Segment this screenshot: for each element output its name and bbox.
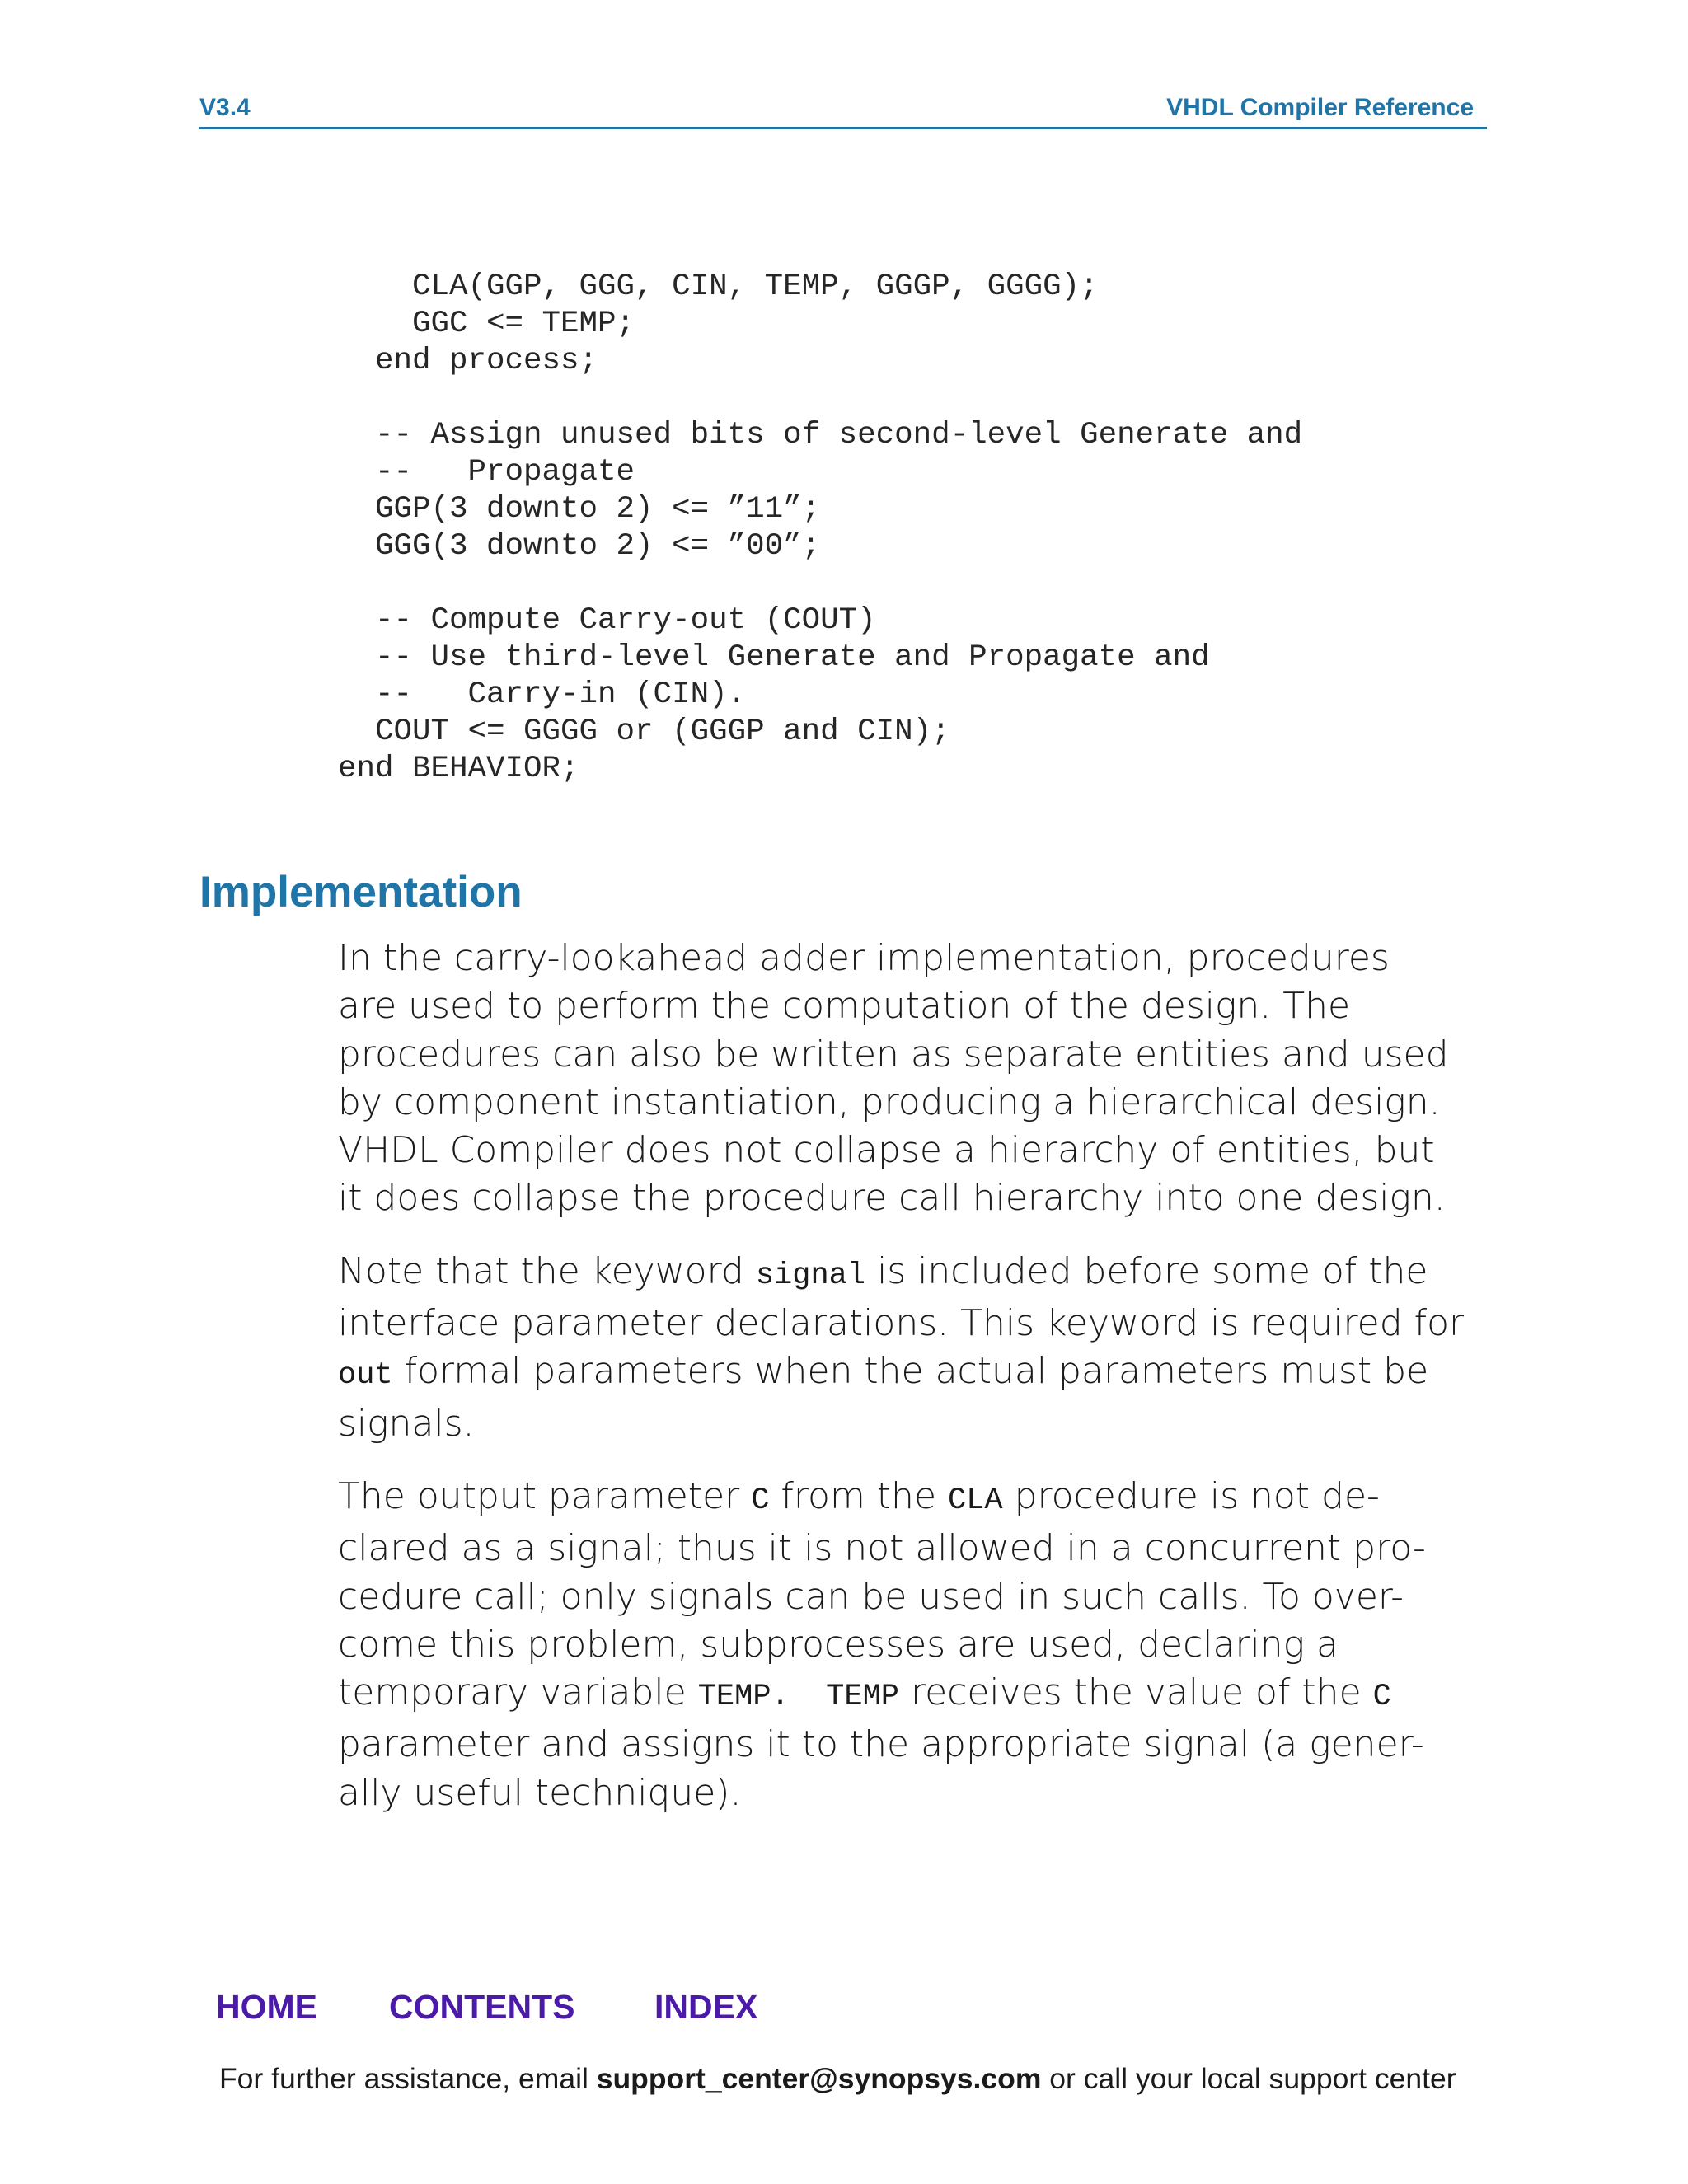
text-line: procedures can also be written as separate entities and used [338,1033,1449,1076]
code-line: -- Compute Carry-out (COUT) [338,603,876,638]
page-header [199,92,1487,129]
text-run: from the [769,1474,948,1517]
code-line: COUT <= GGGG or (GGGP and CIN); [338,715,950,749]
keyword-out: out [338,1358,393,1394]
text-run: formal parameters when the actual parameters must be [392,1350,1429,1393]
text-line: by component instantiation, producing a hierarchical design. [338,1080,1441,1123]
text-run: procedure is not de- [1002,1474,1380,1517]
text-line: VHDL Compiler does not collapse a hierarchy of entities, but [338,1129,1435,1172]
keyword-cla: CLA [948,1483,1003,1518]
code-line: -- Assign unused bits of second-level Generate and [338,418,1303,452]
text-line: parameter and assigns it to the appropriate signal (a gener- [338,1723,1424,1766]
section-heading: Implementation [199,868,523,916]
text-run: temporary variable [338,1671,698,1714]
text-line [338,1473,1492,1525]
body-text [338,935,1492,1842]
code-line: CLA(GGP, GGG, CIN, TEMP, GGGP, GGGG); [338,269,1099,304]
paragraph-output-parameter [338,1473,1492,1817]
text-run: receives the value of the [898,1671,1373,1714]
footer-suffix: or call your local support center [1041,2062,1456,2095]
text-line: it does collapse the procedure call hierarchy into one design. [338,1177,1446,1220]
code-block [338,269,1302,788]
text-line [338,1669,1492,1721]
text-gap [790,1680,826,1714]
version-label: V3.4 [199,94,251,121]
code-line: -- Propagate [338,455,635,490]
support-footer [219,2062,1456,2096]
keyword-c: C [1372,1680,1391,1715]
keyword-signal: signal [755,1258,866,1293]
text-line: clared as a signal; thus it is not allowed in a concurrent pro- [338,1527,1426,1570]
text-line: ally useful technique). [338,1771,742,1814]
text-line: come this problem, subprocesses are used, declaring a [338,1623,1339,1666]
keyword-temp: TEMP [826,1680,899,1715]
footer-prefix: For further assistance, email [219,2062,597,2095]
keyword-c: C [751,1483,770,1518]
text-line [338,1347,1492,1399]
text-run: Note that the keyword [338,1249,756,1292]
code-line: GGG(3 downto 2) <= ”00”; [338,529,821,564]
paragraph-signal-keyword [338,1248,1492,1448]
code-line: end process; [338,344,598,378]
code-line: GGP(3 downto 2) <= ”11”; [338,492,821,527]
index-link[interactable]: INDEX [654,1988,758,2026]
text-line: cedure call; only signals can be used in such calls. To over- [338,1575,1404,1618]
text-line [338,1248,1492,1300]
text-line: In the carry-lookahead adder implementation, procedures [338,937,1390,979]
paragraph-implementation [338,935,1492,1223]
text-run: is included before some of the [865,1249,1428,1292]
home-link[interactable]: HOME [216,1988,317,2026]
text-line: interface parameter declarations. This keyword is required for [338,1302,1465,1345]
text-line: are used to perform the computation of the design. The [338,985,1351,1028]
keyword-temp: TEMP. [697,1680,790,1715]
support-email-link[interactable]: support_center@synopsys.com [596,2062,1042,2095]
contents-link[interactable]: CONTENTS [389,1988,575,2026]
code-line: -- Use third-level Generate and Propagate and [338,640,1210,675]
text-run: The output parameter [338,1474,752,1517]
text-line: signals. [338,1402,475,1445]
code-line: end BEHAVIOR; [338,752,579,786]
code-line: GGC <= TEMP; [338,307,635,341]
code-line: -- Carry-in (CIN). [338,677,747,712]
document-title: VHDL Compiler Reference [1166,94,1474,121]
